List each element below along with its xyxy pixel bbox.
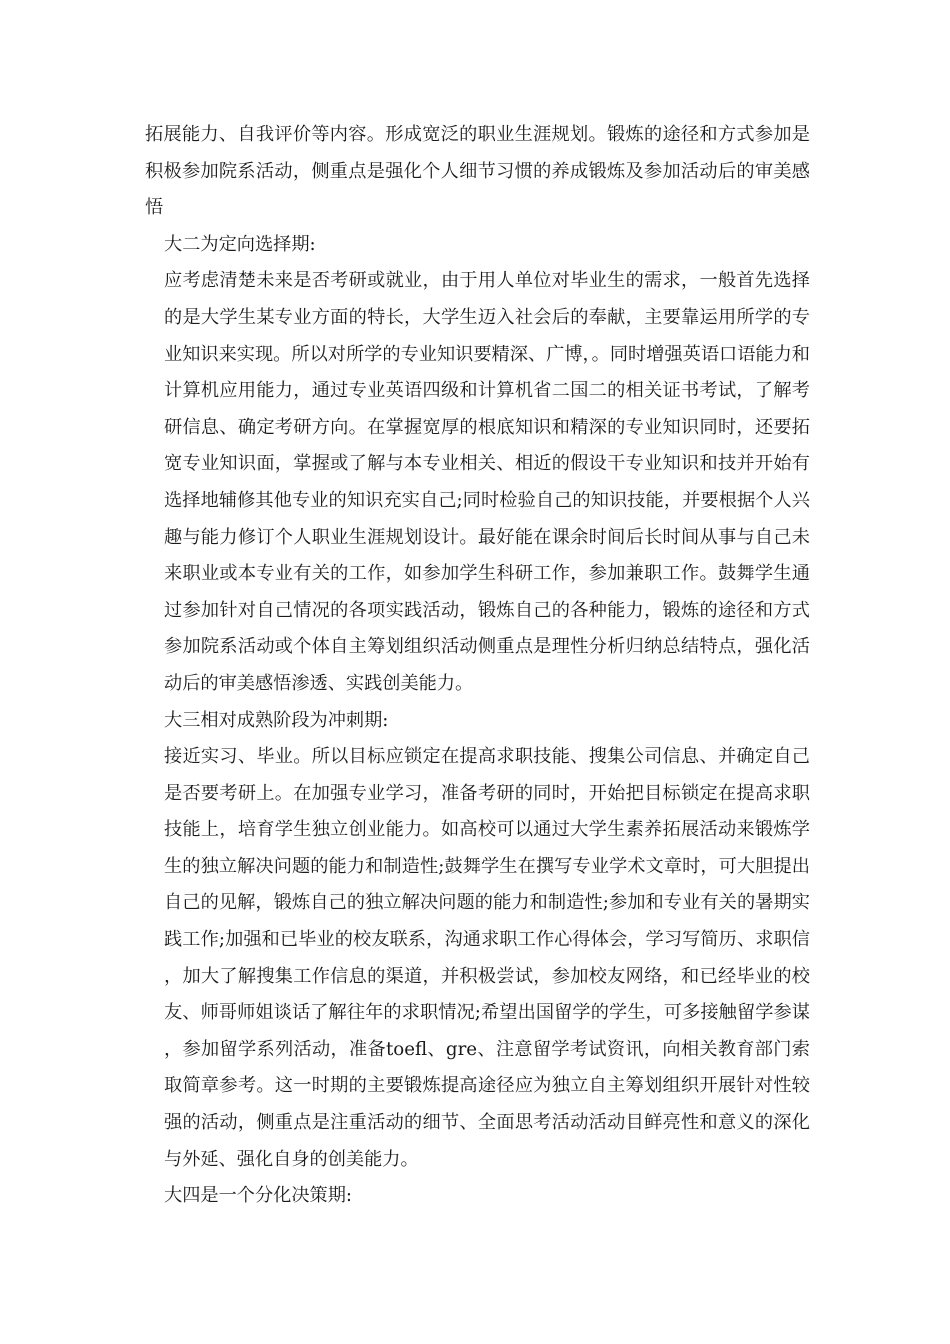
section-heading-junior: 大三相对成熟阶段为冲刺期: — [164, 709, 389, 731]
section-heading-sophomore: 大二为定向选择期: — [164, 233, 316, 255]
section-heading-senior: 大四是一个分化决策期: — [164, 1185, 353, 1207]
paragraph-career-planning-intro: 拓展能力、自我评价等内容。形成宽泛的职业生涯规划。锻炼的途径和方式参加是积极参加院系活动，侧重点是强化个人细节习惯的养成锻炼及参加活动后的审美感悟 — [145, 124, 810, 219]
paragraph-sophomore-body: 应考虑清楚未来是否考研或就业，由于用人单位对毕业生的需求，一般首先选择的是大学生某专业方面的特长，大学生迈入社会后的奉献，主要靠运用所学的专业知识来实现。所以对所学的专业知识要精深、广博，。同时增强英语口语能力和计算机应用能力，通过专业英语四级和计算机省二国二的相关证书考试，了解考研信息、确定考研方向。在掌握宽厚的根底知识和精深的专业知识同时，还要拓宽专业知识面，掌握或了解与本专业相关、相近的假设干专业知识和技并开始有选择地辅修其他专业的知识充实自己;同时检验自己的知识技能，并要根据个人兴趣与能力修订个人职业生涯规划设计。最好能在课余时间后长时间从事与自己未来职业或本专业有关的工作，如参加学生科研工作，参加兼职工作。鼓舞学生通过参加针对自己情况的各项实践活动，锻炼自己的各种能力，锻炼的途径和方式参加院系活动或个体自主筹划组织活动侧重点是理性分析归纳总结特点，强化活动后的审美感悟渗透、实践创美能力。 — [164, 270, 810, 694]
paragraph-junior-body: 接近实习、毕业。所以目标应锁定在提高求职技能、搜集公司信息、并确定自己是否要考研上。在加强专业学习，准备考研的同时，开始把目标锁定在提高求职技能上，培育学生独立创业能力。如高校可以通过大学生素养拓展活动来锻炼学生的独立解决问题的能力和制造性;鼓舞学生在撰写专业学术文章时，可大胆提出自己的见解，锻炼自己的独立解决问题的能力和制造性;参加和专业有关的暑期实践工作;加强和已毕业的校友联系，沟通求职工作心得体会，学习写简历、求职信，加大了解搜集工作信息的渠道，并积极尝试，参加校友网络，和已经毕业的校友、师哥师姐谈话了解往年的求职情况;希望出国留学的学生，可多接触留学参谋，参加留学系列活动，准备toefl、gre、注意留学考试资讯，向相关教育部门索取简章参考。这一时期的主要锻炼提高途径应为独立自主筹划组织开展针对性较强的活动，侧重点是注重活动的细节、全面思考活动活动目鲜亮性和意义的深化与外延、强化自身的创美能力。 — [164, 746, 810, 1170]
document-body — [145, 117, 810, 1215]
